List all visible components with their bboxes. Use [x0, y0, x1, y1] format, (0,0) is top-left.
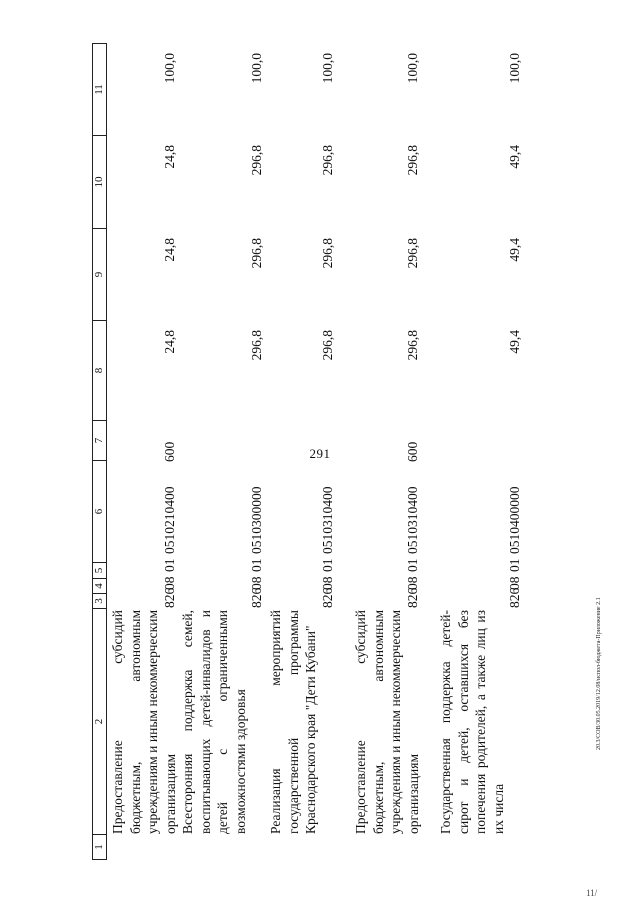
cell-vr: 600 — [161, 441, 177, 462]
cell-pr: 01 — [319, 558, 335, 572]
cell-col11: 100,0 — [319, 53, 335, 84]
header-col-8: 8 — [92, 320, 107, 420]
cell-name: Всесторонняя поддержка семей, воспитывающих детей-инвалидов и детей с ограниченными возможностями здоровья — [180, 610, 248, 834]
cell-vr: 600 — [404, 441, 420, 462]
header-col-6: 6 — [92, 460, 107, 562]
cell-col11: 100,0 — [249, 53, 264, 84]
cell-pr: 01 — [161, 558, 177, 572]
budget-table — [92, 30, 552, 860]
cell-col11: 100,0 — [404, 53, 420, 84]
cell-rz: 08 — [249, 576, 264, 590]
header-col-11: 11 — [92, 43, 107, 135]
cell-col9: 24,8 — [161, 238, 177, 262]
cell-rz: 08 — [319, 576, 335, 590]
header-col-5: 5 — [92, 562, 107, 578]
cell-csr: 0510310400 — [319, 486, 335, 554]
cell-csr: 0510210400 — [161, 486, 177, 554]
cell-col10: 296,8 — [404, 145, 420, 176]
cell-pr: 01 — [249, 558, 264, 572]
cell-col8: 49,4 — [507, 330, 522, 354]
cell-csr: 0510310400 — [404, 486, 420, 554]
header-col-10: 10 — [92, 135, 107, 228]
cell-name: Реализация мероприятий государственной программы Краснодарского края "Дети Кубани" — [268, 610, 318, 834]
cell-name: Предоставление субсидий бюджетным, автономным учреждениям и иным некоммерческим организациям — [110, 610, 178, 834]
header-col-9: 9 — [92, 228, 107, 320]
cell-col10: 24,8 — [161, 145, 177, 169]
cell-csr: 0510300000 — [249, 486, 264, 554]
cell-col10: 296,8 — [319, 145, 335, 176]
cell-ved: 826 — [507, 587, 522, 608]
header-col-2: 2 — [92, 608, 107, 834]
header-col-1: 1 — [92, 834, 107, 860]
cell-col9: 296,8 — [249, 238, 264, 269]
cell-name: Предоставление субсидий бюджетным, автономным учреждениям и иным некоммерческим организациям — [353, 610, 421, 834]
cell-ved: 826 — [249, 587, 264, 608]
cell-col8: 296,8 — [249, 330, 264, 361]
header-col-4: 4 — [92, 578, 107, 593]
cell-ved: 826 — [404, 587, 420, 608]
cell-ved: 826 — [319, 587, 335, 608]
cell-col9: 296,8 — [319, 238, 335, 269]
cell-col8: 24,8 — [161, 330, 177, 354]
cell-rz: 08 — [404, 576, 420, 590]
cell-rz: 08 — [161, 576, 177, 590]
cell-col11: 100,0 — [161, 53, 177, 84]
cell-col9: 49,4 — [507, 238, 522, 262]
header-col-7: 7 — [92, 420, 107, 460]
page-number: 291 — [309, 446, 331, 461]
footer-file-path: 20.3/СОВ/30.05.2019/12.08/испол-бюджета-Приложение 2.1 — [596, 597, 602, 750]
corner-mark: 11/ — [586, 888, 598, 898]
cell-col10: 49,4 — [507, 145, 522, 169]
cell-col11: 100,0 — [507, 53, 522, 84]
cell-col10: 296,8 — [249, 145, 264, 176]
cell-pr: 01 — [404, 558, 420, 572]
cell-pr: 01 — [507, 558, 522, 572]
cell-col9: 296,8 — [404, 238, 420, 269]
header-col-3: 3 — [92, 593, 107, 608]
cell-name: Государственная поддержка детей-сирот и детей, оставшихся без попечения родителей, а также лиц из их числа — [438, 610, 506, 834]
cell-col8: 296,8 — [319, 330, 335, 361]
cell-ved: 826 — [161, 587, 177, 608]
cell-csr: 0510400000 — [507, 486, 522, 554]
cell-rz: 08 — [507, 576, 522, 590]
cell-col8: 296,8 — [404, 330, 420, 361]
